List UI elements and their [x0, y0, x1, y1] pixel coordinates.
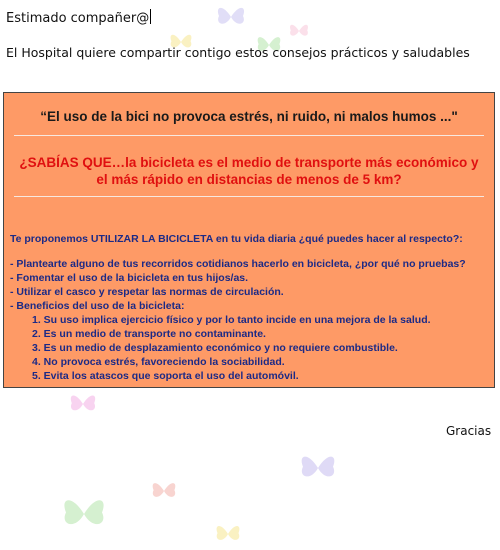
greeting-text: Estimado compañer@ [6, 11, 150, 26]
divider [14, 135, 484, 136]
butterfly-icon [150, 478, 178, 504]
did-you-know-text: ¿SABÍAS QUE…la bicicleta es el medio de transporte más económico y el más rápido en distancias de menos de 5 km? [19, 155, 479, 187]
closing-thanks: Gracias [446, 424, 492, 438]
butterfly-icon [60, 490, 108, 538]
butterfly-icon [215, 2, 247, 32]
benefit-item: 2. Es un medio de transporte no contaminante. [32, 328, 266, 340]
tips-panel [3, 92, 495, 388]
benefit-item: 4. No provoca estrés, favoreciendo la sociabilidad. [32, 356, 285, 368]
tips-list [10, 257, 490, 383]
email-greeting[interactable] [6, 9, 151, 26]
divider [14, 196, 484, 197]
list-item: - Fomentar el uso de la bicicleta en tus hijos/as. [10, 272, 249, 284]
butterfly-icon [214, 520, 242, 548]
list-item: - Utilizar el casco y respetar las normas de circulación. [10, 286, 284, 298]
butterfly-icon [68, 390, 98, 418]
proposal-text: Te proponemos UTILIZAR LA BICICLETA en tu vida diaria ¿qué puedes hacer al respecto?: [10, 233, 463, 245]
benefit-item: 1. Su uso implica ejercicio físico y por lo tanto incide en una mejora de la salud. [32, 314, 431, 326]
benefit-item: 5. Evita los atascos que soporta el uso del automóvil. [32, 370, 299, 382]
list-item: - Beneficios del uso de la bicicleta: [10, 300, 185, 312]
quote-heading: “El uso de la bici no provoca estrés, ni ruido, ni malos humos ..." [40, 109, 458, 124]
email-intro: El Hospital quiere compartir contigo estos consejos prácticos y saludables [6, 45, 470, 60]
list-item: - Plantearte alguno de tus recorridos cotidianos hacerlo en bicicleta, ¿por qué no pruebas? [10, 258, 466, 270]
butterfly-icon [298, 448, 338, 488]
butterfly-icon [288, 20, 310, 42]
benefit-item: 3. Es un medio de desplazamiento económico y no requiere combustible. [32, 342, 398, 354]
text-caret [150, 9, 151, 24]
